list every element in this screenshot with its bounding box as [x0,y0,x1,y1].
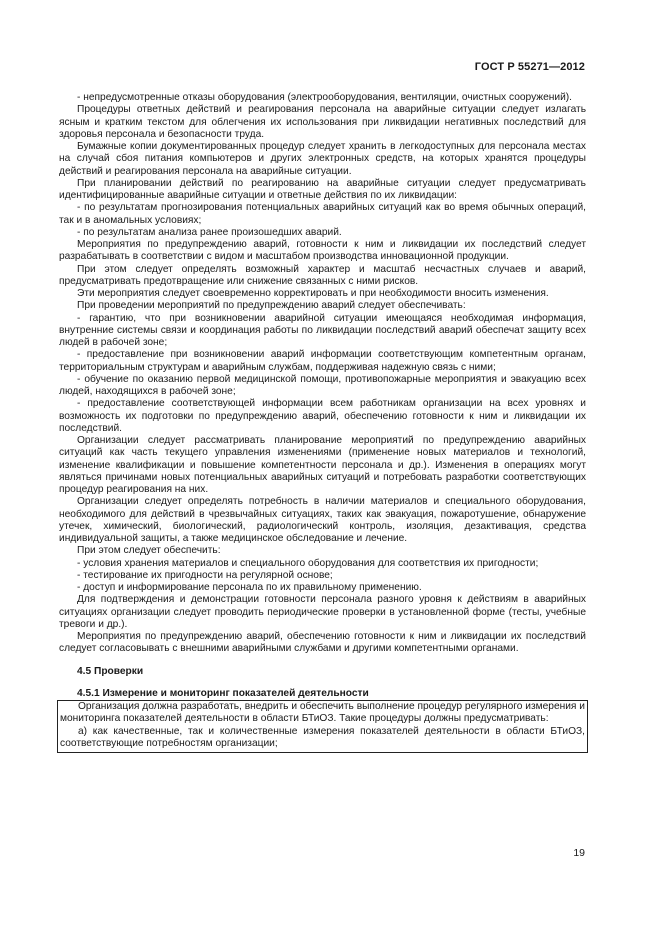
paragraph: Эти мероприятия следует своевременно корректировать и при необходимости вносить изменения. [77,288,549,299]
paragraph: - предоставление при возникновении аварий информации соответствующим компетентным органам, территориальным структурам и аварийным службам, поддерживая надежную связь с ними; [59,349,586,373]
paragraph: - гарантию, что при возникновении аварийной ситуации имеющаяся необходимая информация, внутренние системы связи и координация работы по ликвидации последствий аварий обеспечат защиту всех людей в рабочей зоне; [59,312,586,348]
paragraph: - непредусмотренные отказы оборудования (электрооборудования, вентиляции, очистных сооружений). [77,92,572,103]
page-number: 19 [573,847,585,859]
paragraph: - по результатам анализа ранее произошедших аварий. [77,226,342,238]
paragraph: При этом следует обеспечить: [77,545,221,557]
paragraph: - доступ и информирование персонала по их правильному применению. [77,582,422,593]
paragraph: - обучение по оказанию первой медицинской помощи, противопожарные мероприятия и эвакуацию всех людей, находящихся в рабочей зоне; [59,373,586,397]
subsection-heading: 4.5.1 Измерение и мониторинг показателей деятельности [77,687,369,699]
paragraph: Организация должна разработать, внедрить и обеспечить выполнение процедур регулярного измерения и мониторинга показателей деятельности в области БТиОЗ. Такие процедуры должны предусматривать: [60,701,585,725]
page-body [59,92,586,753]
paragraph: - тестирование их пригодности на регулярной основе; [77,569,333,581]
paragraph: Организации следует определять потребность в наличии материалов и специального оборудования, необходимого для действий в чрезвычайных ситуациях, таких как эвакуация, пожаротушение, обнаружение утечек, химический, биологический, радиологический контроль, изоляция, дезактивация, средства индивидуальной защиты, а также медицинское обследование и лечение. [59,496,586,544]
paragraph: а) как качественные, так и количественные измерения показателей деятельности в области БТиОЗ, соответствующие потребностям организации; [60,725,585,749]
section-heading: 4.5 Проверки [77,665,144,677]
paragraph: Организации следует рассматривать планирование мероприятий по предупреждению аварийных ситуаций как часть текущего управления изменениями (применение новых материалов и технологий, изменение квалификации и повышение компетентности персонала и др.). Изменения в операциях могут являться причинами новых потенциальных аварийных ситуаций и потребовать разработки соответствующих процедур реагирования на них. [59,435,586,495]
paragraph: При планировании действий по реагированию на аварийные ситуации следует предусматривать идентифицированные аварийные ситуации и ответные действия по их ликвидации: [59,177,586,201]
boxed-requirement-text [57,700,588,753]
paragraph: Мероприятия по предупреждению аварий, готовности к ним и ликвидации их последствий следует разрабатывать в соответствии с видом и масштабом производства инновационной продукции. [59,239,586,263]
paragraph: Бумажные копии документированных процедур следует хранить в легкодоступных для персонала местах на случай сбоя питания компьютеров и других электронных средств, на которых хранятся процедуры действий и реагирования персонала на аварийные ситуации. [59,141,586,177]
paragraph: - предоставление соответствующей информации всем работникам организации на всех уровнях и возможность их подготовки по предупреждению аварий, обеспечению готовности к ним и ликвидации их последствий. [59,398,586,434]
paragraph: Процедуры ответных действий и реагирования персонала на аварийные ситуации следует излагать ясным и кратким текстом для облегчения их использования при ликвидации негативных последствий для здоровья персонала и безопасности труда. [59,104,586,140]
paragraph: Для подтверждения и демонстрации готовности персонала разного уровня к действиям в аварийных ситуациях организации следует проводить периодические проверки в установленной форме (тесты, учебные тревоги и др.). [59,594,586,630]
document-header: ГОСТ Р 55271—2012 [474,61,585,73]
body-text [59,92,586,656]
paragraph: - по результатам прогнозирования потенциальных аварийных ситуаций как во время обычных операций, так и в аномальных условиях; [59,202,586,226]
paragraph: При проведении мероприятий по предупреждению аварий следует обеспечивать: [77,300,466,312]
paragraph: - условия хранения материалов и специального оборудования для соответствия их пригодности; [77,557,539,569]
paragraph: Мероприятия по предупреждению аварий, обеспечению готовности к ним и ликвидации их последствий следует согласовывать с внешними аварийными службами и другими компетентными органами. [59,631,586,655]
paragraph: При этом следует определять возможный характер и масштаб несчастных случаев и аварий, предусматривать предотвращение или снижение связанных с ними рисков. [59,263,586,287]
